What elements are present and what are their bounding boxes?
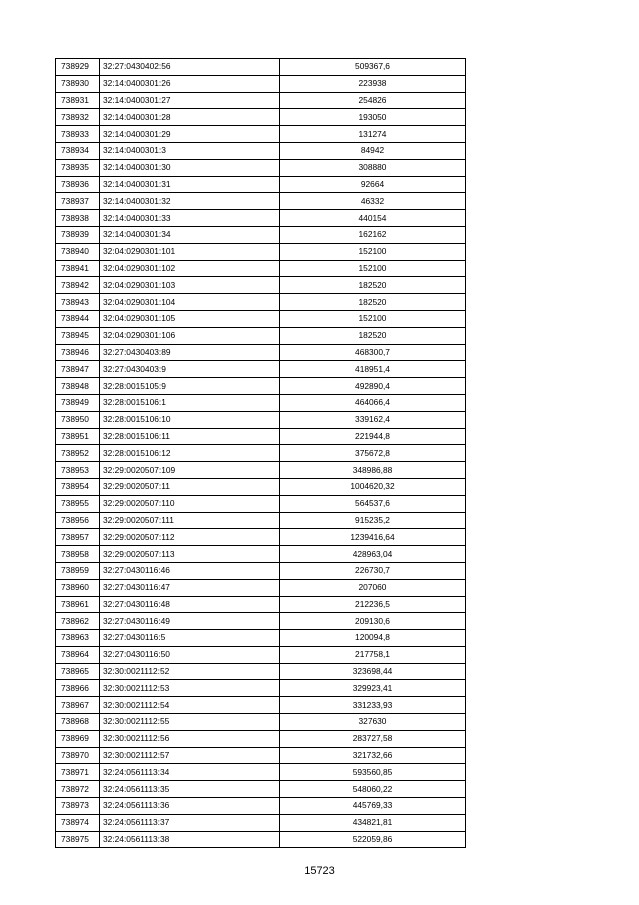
row-number-cell: 738945 xyxy=(56,327,100,344)
value-cell: 348986,88 xyxy=(280,462,466,479)
table-row xyxy=(56,831,466,848)
row-number-cell: 738929 xyxy=(56,59,100,76)
value-cell: 223938 xyxy=(280,75,466,92)
value-cell: 152100 xyxy=(280,310,466,327)
table-row xyxy=(56,798,466,815)
value-cell: 440154 xyxy=(280,210,466,227)
value-cell: 548060,22 xyxy=(280,781,466,798)
row-number-cell: 738971 xyxy=(56,764,100,781)
row-number-cell: 738947 xyxy=(56,361,100,378)
value-cell: 375672,8 xyxy=(280,445,466,462)
row-number-cell: 738972 xyxy=(56,781,100,798)
value-cell: 84942 xyxy=(280,142,466,159)
row-number-cell: 738957 xyxy=(56,529,100,546)
value-cell: 209130,6 xyxy=(280,613,466,630)
row-number-cell: 738956 xyxy=(56,512,100,529)
value-cell: 339162,4 xyxy=(280,411,466,428)
cadastral-number-cell: 32:14:0400301:3 xyxy=(100,142,280,159)
cadastral-number-cell: 32:30:0021112:57 xyxy=(100,747,280,764)
cadastral-number-cell: 32:29:0020507:11 xyxy=(100,478,280,495)
value-cell: 221944,8 xyxy=(280,428,466,445)
row-number-cell: 738939 xyxy=(56,226,100,243)
row-number-cell: 738946 xyxy=(56,344,100,361)
value-cell: 327630 xyxy=(280,714,466,731)
table-row xyxy=(56,697,466,714)
table-row xyxy=(56,193,466,210)
cadastral-number-cell: 32:14:0400301:30 xyxy=(100,159,280,176)
value-cell: 321732,66 xyxy=(280,747,466,764)
value-cell: 46332 xyxy=(280,193,466,210)
cadastral-number-cell: 32:28:0015106:12 xyxy=(100,445,280,462)
cadastral-number-cell: 32:28:0015106:11 xyxy=(100,428,280,445)
row-number-cell: 738935 xyxy=(56,159,100,176)
table-row xyxy=(56,529,466,546)
cadastral-number-cell: 32:14:0400301:26 xyxy=(100,75,280,92)
value-cell: 120094,8 xyxy=(280,630,466,647)
value-cell: 418951,4 xyxy=(280,361,466,378)
row-number-cell: 738932 xyxy=(56,109,100,126)
row-number-cell: 738952 xyxy=(56,445,100,462)
cadastral-number-cell: 32:28:0015106:1 xyxy=(100,394,280,411)
table-row xyxy=(56,714,466,731)
value-cell: 217758,1 xyxy=(280,646,466,663)
value-cell: 468300,7 xyxy=(280,344,466,361)
row-number-cell: 738962 xyxy=(56,613,100,630)
cadastral-number-cell: 32:04:0290301:104 xyxy=(100,294,280,311)
row-number-cell: 738966 xyxy=(56,680,100,697)
row-number-cell: 738953 xyxy=(56,462,100,479)
cadastral-value-table xyxy=(55,58,466,848)
table-row xyxy=(56,546,466,563)
row-number-cell: 738943 xyxy=(56,294,100,311)
cadastral-number-cell: 32:29:0020507:112 xyxy=(100,529,280,546)
cadastral-number-cell: 32:14:0400301:31 xyxy=(100,176,280,193)
value-cell: 182520 xyxy=(280,277,466,294)
value-cell: 226730,7 xyxy=(280,562,466,579)
table-row xyxy=(56,495,466,512)
table-row xyxy=(56,562,466,579)
table-row xyxy=(56,361,466,378)
cadastral-number-cell: 32:24:0561113:38 xyxy=(100,831,280,848)
value-cell: 1239416,64 xyxy=(280,529,466,546)
value-cell: 207060 xyxy=(280,579,466,596)
table-row xyxy=(56,59,466,76)
table-row xyxy=(56,680,466,697)
cadastral-number-cell: 32:24:0561113:37 xyxy=(100,814,280,831)
row-number-cell: 738963 xyxy=(56,630,100,647)
table-row xyxy=(56,428,466,445)
value-cell: 509367,6 xyxy=(280,59,466,76)
row-number-cell: 738964 xyxy=(56,646,100,663)
table-row xyxy=(56,814,466,831)
table-row xyxy=(56,730,466,747)
table-row xyxy=(56,159,466,176)
cadastral-number-cell: 32:14:0400301:33 xyxy=(100,210,280,227)
row-number-cell: 738931 xyxy=(56,92,100,109)
table-row xyxy=(56,294,466,311)
value-cell: 182520 xyxy=(280,327,466,344)
value-cell: 464066,4 xyxy=(280,394,466,411)
row-number-cell: 738949 xyxy=(56,394,100,411)
cadastral-number-cell: 32:27:0430116:48 xyxy=(100,596,280,613)
row-number-cell: 738955 xyxy=(56,495,100,512)
value-cell: 492890,4 xyxy=(280,378,466,395)
cadastral-number-cell: 32:24:0561113:34 xyxy=(100,764,280,781)
value-cell: 162162 xyxy=(280,226,466,243)
cadastral-number-cell: 32:29:0020507:113 xyxy=(100,546,280,563)
row-number-cell: 738951 xyxy=(56,428,100,445)
table-row xyxy=(56,344,466,361)
value-cell: 331233,93 xyxy=(280,697,466,714)
cadastral-number-cell: 32:27:0430402:56 xyxy=(100,59,280,76)
row-number-cell: 738944 xyxy=(56,310,100,327)
cadastral-number-cell: 32:29:0020507:109 xyxy=(100,462,280,479)
cadastral-number-cell: 32:24:0561113:35 xyxy=(100,781,280,798)
table-row xyxy=(56,462,466,479)
value-cell: 329923,41 xyxy=(280,680,466,697)
table-row xyxy=(56,327,466,344)
row-number-cell: 738967 xyxy=(56,697,100,714)
table-row xyxy=(56,411,466,428)
table-row xyxy=(56,579,466,596)
table-row xyxy=(56,126,466,143)
row-number-cell: 738941 xyxy=(56,260,100,277)
row-number-cell: 738965 xyxy=(56,663,100,680)
table-body xyxy=(56,59,466,848)
cadastral-number-cell: 32:04:0290301:103 xyxy=(100,277,280,294)
row-number-cell: 738933 xyxy=(56,126,100,143)
row-number-cell: 738937 xyxy=(56,193,100,210)
row-number-cell: 738942 xyxy=(56,277,100,294)
row-number-cell: 738973 xyxy=(56,798,100,815)
row-number-cell: 738936 xyxy=(56,176,100,193)
table-row xyxy=(56,596,466,613)
cadastral-number-cell: 32:27:0430116:46 xyxy=(100,562,280,579)
cadastral-number-cell: 32:27:0430403:89 xyxy=(100,344,280,361)
table-row xyxy=(56,394,466,411)
cadastral-number-cell: 32:27:0430403:9 xyxy=(100,361,280,378)
cadastral-number-cell: 32:27:0430116:49 xyxy=(100,613,280,630)
cadastral-number-cell: 32:04:0290301:102 xyxy=(100,260,280,277)
value-cell: 434821,81 xyxy=(280,814,466,831)
row-number-cell: 738975 xyxy=(56,831,100,848)
value-cell: 182520 xyxy=(280,294,466,311)
value-cell: 283727,58 xyxy=(280,730,466,747)
value-cell: 915235,2 xyxy=(280,512,466,529)
cadastral-number-cell: 32:30:0021112:52 xyxy=(100,663,280,680)
cadastral-number-cell: 32:14:0400301:32 xyxy=(100,193,280,210)
cadastral-number-cell: 32:27:0430116:5 xyxy=(100,630,280,647)
value-cell: 131274 xyxy=(280,126,466,143)
cadastral-number-cell: 32:04:0290301:105 xyxy=(100,310,280,327)
table-row xyxy=(56,512,466,529)
value-cell: 445769,33 xyxy=(280,798,466,815)
table-row xyxy=(56,646,466,663)
cadastral-number-cell: 32:27:0430116:47 xyxy=(100,579,280,596)
table-row xyxy=(56,378,466,395)
row-number-cell: 738934 xyxy=(56,142,100,159)
table-row xyxy=(56,445,466,462)
value-cell: 92664 xyxy=(280,176,466,193)
table-row xyxy=(56,781,466,798)
row-number-cell: 738940 xyxy=(56,243,100,260)
cadastral-number-cell: 32:27:0430116:50 xyxy=(100,646,280,663)
table-row xyxy=(56,663,466,680)
table-row xyxy=(56,260,466,277)
cadastral-number-cell: 32:30:0021112:54 xyxy=(100,697,280,714)
row-number-cell: 738968 xyxy=(56,714,100,731)
cadastral-number-cell: 32:29:0020507:110 xyxy=(100,495,280,512)
table-row xyxy=(56,478,466,495)
table-row xyxy=(56,75,466,92)
cadastral-number-cell: 32:30:0021112:55 xyxy=(100,714,280,731)
table-row xyxy=(56,630,466,647)
value-cell: 593560,85 xyxy=(280,764,466,781)
cadastral-number-cell: 32:30:0021112:53 xyxy=(100,680,280,697)
table-row xyxy=(56,92,466,109)
row-number-cell: 738960 xyxy=(56,579,100,596)
cadastral-number-cell: 32:28:0015106:10 xyxy=(100,411,280,428)
cadastral-number-cell: 32:04:0290301:106 xyxy=(100,327,280,344)
value-cell: 323698,44 xyxy=(280,663,466,680)
cadastral-number-cell: 32:30:0021112:56 xyxy=(100,730,280,747)
row-number-cell: 738954 xyxy=(56,478,100,495)
cadastral-number-cell: 32:24:0561113:36 xyxy=(100,798,280,815)
value-cell: 152100 xyxy=(280,243,466,260)
row-number-cell: 738974 xyxy=(56,814,100,831)
cadastral-number-cell: 32:04:0290301:101 xyxy=(100,243,280,260)
value-cell: 254826 xyxy=(280,92,466,109)
row-number-cell: 738969 xyxy=(56,730,100,747)
row-number-cell: 738961 xyxy=(56,596,100,613)
cadastral-number-cell: 32:14:0400301:29 xyxy=(100,126,280,143)
cadastral-number-cell: 32:14:0400301:34 xyxy=(100,226,280,243)
table-row xyxy=(56,310,466,327)
table-row xyxy=(56,613,466,630)
value-cell: 564537,6 xyxy=(280,495,466,512)
row-number-cell: 738959 xyxy=(56,562,100,579)
value-cell: 522059,86 xyxy=(280,831,466,848)
row-number-cell: 738948 xyxy=(56,378,100,395)
value-cell: 212236,5 xyxy=(280,596,466,613)
row-number-cell: 738970 xyxy=(56,747,100,764)
table-row xyxy=(56,210,466,227)
table-row xyxy=(56,747,466,764)
table-row xyxy=(56,226,466,243)
table-row xyxy=(56,142,466,159)
value-cell: 1004620,32 xyxy=(280,478,466,495)
value-cell: 428963,04 xyxy=(280,546,466,563)
row-number-cell: 738930 xyxy=(56,75,100,92)
row-number-cell: 738958 xyxy=(56,546,100,563)
table-row xyxy=(56,109,466,126)
table-row xyxy=(56,277,466,294)
page-number: 15723 xyxy=(304,865,335,877)
table-row xyxy=(56,764,466,781)
cadastral-number-cell: 32:28:0015105:9 xyxy=(100,378,280,395)
cadastral-number-cell: 32:14:0400301:27 xyxy=(100,92,280,109)
row-number-cell: 738938 xyxy=(56,210,100,227)
cadastral-number-cell: 32:29:0020507:111 xyxy=(100,512,280,529)
row-number-cell: 738950 xyxy=(56,411,100,428)
cadastral-number-cell: 32:14:0400301:28 xyxy=(100,109,280,126)
value-cell: 152100 xyxy=(280,260,466,277)
value-cell: 193050 xyxy=(280,109,466,126)
value-cell: 308880 xyxy=(280,159,466,176)
table-row xyxy=(56,243,466,260)
table-row xyxy=(56,176,466,193)
